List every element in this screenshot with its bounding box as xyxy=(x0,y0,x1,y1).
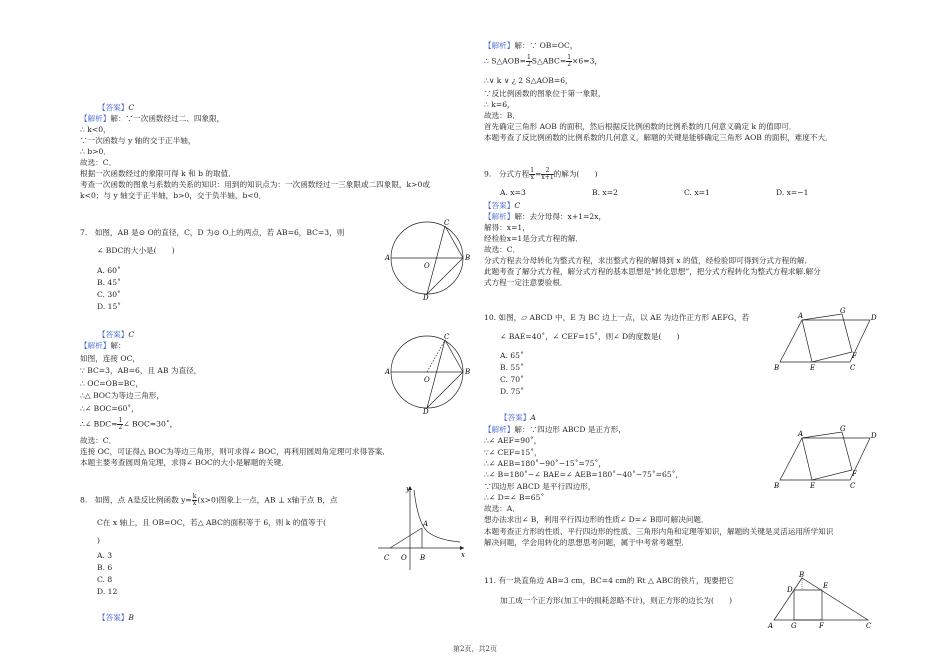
text-line: ∵ BC=3，AB=6，且 AB 为直径， xyxy=(80,366,202,375)
text-line: 此题考查了解分式方程，解分式方程的基本思想是“转化思想”，把分式方程转化为整式方程求解.解分 xyxy=(484,267,821,276)
square-defg xyxy=(794,590,822,620)
question-7: ∠ BDC的大小是( ) xyxy=(97,246,175,255)
solution-6-line: ∴ b>0． xyxy=(80,147,111,156)
svg-text:x: x xyxy=(461,551,465,559)
svg-text:F: F xyxy=(852,352,857,360)
text-line: 经检验x=1是分式方程的解． xyxy=(484,234,584,243)
text-line: 式方程一定注意要验根． xyxy=(484,278,568,287)
svg-text:B: B xyxy=(774,364,780,372)
text-line: 如图，连接 OC， xyxy=(80,353,141,363)
svg-text:C: C xyxy=(384,554,390,562)
solution-6-line: ∴ k<0， xyxy=(80,125,111,134)
answer-8: 【答案】B xyxy=(98,613,134,622)
solution-6-line: 故选：C． xyxy=(80,158,117,167)
svg-text:O: O xyxy=(401,554,407,562)
option-d: D. 75˚ xyxy=(500,387,525,396)
option-a: A. x=3 xyxy=(500,188,526,197)
option-c: C. 8 xyxy=(97,575,113,584)
question-8: C在 x 轴上，且 OB=OC，若△ ABC的面积等于 6，则 k 的值等于( xyxy=(97,518,327,527)
svg-text:A: A xyxy=(798,430,804,438)
svg-text:y: y xyxy=(406,485,410,493)
option-b: B. 55˚ xyxy=(500,363,524,372)
square-aefg xyxy=(802,314,852,362)
option-d: D. 12 xyxy=(97,587,118,596)
answer-9: 【答案】C xyxy=(484,201,521,210)
option-c: C. 30˚ xyxy=(97,290,121,299)
svg-text:C: C xyxy=(866,622,872,630)
text-line: ∴∠ B=180˚−∠ BAE=∠ AEB=180˚−40˚−75˚=65˚， xyxy=(484,470,684,480)
segment-oc xyxy=(427,340,445,372)
text-line: 故选：A． xyxy=(484,504,520,514)
hyperbola-curve xyxy=(414,490,460,542)
text-line: 本题考查了反比例函数的比例系数的几何意义，解题的关键是能够确定三角形 AOB 的面积，难度不大． xyxy=(484,133,833,142)
fraction-k-over-x: $\frac{k}{x}$ xyxy=(192,493,197,507)
question-9: 9. 分式方程 $\frac{1}{x}$ = $\frac{2}{x+1}$ 的解为( ) xyxy=(484,167,598,181)
hyperbola-graph-q8 xyxy=(372,484,468,572)
text-line: ∴∠ D=∠ B=65˚ xyxy=(484,492,545,502)
svg-text:B: B xyxy=(774,482,780,490)
question-10: 10. 如图，▱ ABCD 中，E 为 BC 边上一点，以 AE 为边作正方形 AEFG，若 xyxy=(484,313,750,322)
label-b: B xyxy=(465,254,471,262)
svg-text:E: E xyxy=(823,582,829,590)
text-line: 分式方程去分母转化为整式方程，求出整式方程的解得到 x 的值，经检验即可得到分式方程的解． xyxy=(484,256,813,265)
text-line: ∴ k=6， xyxy=(484,100,515,109)
label-o: O xyxy=(424,262,430,270)
svg-text:C: C xyxy=(444,333,450,341)
svg-text:E: E xyxy=(810,364,816,372)
triangle-abc xyxy=(774,578,868,620)
question-8: ) xyxy=(97,536,100,545)
option-d: D. 15˚ xyxy=(97,302,122,311)
svg-text:D: D xyxy=(871,432,877,440)
solution-6-line: 考查一次函数的图象与系数的关系的知识：用到的知识点为：一次函数经过一三象限或二四象限，k>0或 xyxy=(80,180,430,189)
text-line: ∴∠ AEF=90˚， xyxy=(484,436,542,446)
label-d: D xyxy=(423,294,429,300)
text-line: ∵反比例函数的图象位于第一象限， xyxy=(484,89,606,98)
triangle-figure-q11 xyxy=(766,568,878,630)
answer-10: 【答案】A xyxy=(500,413,536,422)
solution-6-line: 根据一次函数经过的象限可得 k 和 b 的取值． xyxy=(80,169,236,178)
option-a: A. 65˚ xyxy=(500,351,524,360)
question-11: 11. 有一块直角边 AB=3 cm，BC=4 cm的 Rt △ ABC的铁片，现要把它 xyxy=(484,576,734,585)
option-d: D. x=−1 xyxy=(776,188,809,197)
text-line: 想办法求出∠ B，利用平行四边形的性质∠ D=∠ B即可解决问题． xyxy=(484,515,709,525)
text-line: ∴∠ BOC=60˚， xyxy=(80,403,139,413)
solution-8-fraction-line: ∴ S△AOB= $\frac{1}{2}$ S△ABC= $\frac{1}{2}$ ×6=3， xyxy=(484,54,603,68)
svg-text:C: C xyxy=(850,482,856,490)
question-11: 加工成一个正方形(加工中的损耗忽略不计)，则正方形的边长为( ) xyxy=(500,596,733,605)
text-line: 【解析】解：去分母得：x+1=2x， xyxy=(484,212,607,221)
text-line: 解得：x=1， xyxy=(484,223,530,232)
text-line: ∵∠ CEF=15˚， xyxy=(484,447,542,457)
svg-text:A: A xyxy=(385,368,391,376)
svg-text:A: A xyxy=(423,520,429,528)
option-a: A. 60˚ xyxy=(97,266,121,275)
text-line: 本题考查正方形的性质、平行四边形的性质、三角形内角和定理等知识，解题的关键是灵活运用所学知识 xyxy=(484,526,834,536)
answer-7: 【答案】C xyxy=(98,330,135,339)
text-line: 故选：B． xyxy=(484,111,520,120)
text-line: 解决问题，学会用转化的思想思考问题，属于中考常考题型． xyxy=(484,538,690,547)
svg-text:A: A xyxy=(768,622,774,630)
solution-6-line: k<0；与 y 轴交于正半轴，b>0，交于负半轴，b<0． xyxy=(80,191,267,200)
option-b: B. 45˚ xyxy=(97,278,121,287)
svg-text:G: G xyxy=(791,622,797,630)
question-10: ∠ BAE=40˚，∠ CEF=15˚，则∠ D的度数是( ) xyxy=(500,332,680,341)
solution-6-line: 【解析】解：∵一次函数经过二、四象限， xyxy=(80,114,225,123)
text-line: ∴△ BOC为等边三角形， xyxy=(80,391,164,400)
svg-text:D: D xyxy=(423,408,429,414)
parallelogram-figure-q10-solution xyxy=(770,424,880,494)
text-line: 【解析】解：∵四边形 ABCD 是正方形， xyxy=(484,425,626,434)
circle-figure-q7 xyxy=(382,218,472,300)
option-a: A. 3 xyxy=(97,551,113,560)
option-c: C. x=1 xyxy=(684,188,710,197)
parallelogram-figure-q10 xyxy=(770,306,880,376)
page-footer: 第2页，共2页 xyxy=(453,645,497,653)
solution-6-line: ∵一次函数与 y 轴的交于正半轴， xyxy=(80,136,196,145)
svg-text:G: G xyxy=(840,425,846,433)
question-7: 7. 如图，AB 是⊙ O的直径，C，D 为⊙ O上的两点，若 AB=6，BC=3，则 xyxy=(80,228,345,237)
label-a: A xyxy=(385,254,391,262)
option-b: B. x=2 xyxy=(592,188,618,197)
svg-text:D: D xyxy=(871,314,877,322)
svg-text:E: E xyxy=(810,482,816,490)
option-b: B. 6 xyxy=(97,563,113,572)
solution-7-fraction-line: ∴∠ BDC= $\frac{1}{2}$ ∠ BOC=30˚， xyxy=(80,417,178,431)
circle-figure-q7-solution xyxy=(382,332,472,414)
text-line: 【解析】解： xyxy=(80,341,126,350)
option-c: C. 70˚ xyxy=(500,375,524,384)
text-line: 本题主要考查圆周角定理，求得∠ BOC的大小是解题的关键． xyxy=(80,458,289,467)
text-line: 故选：C． xyxy=(484,245,521,254)
label-c: C xyxy=(444,219,450,227)
fraction-half: $\frac{1}{2}$ xyxy=(118,417,123,431)
text-line: 首先确定三角形 AOB 的面积，然后根据反比例函数的比例系数的几何意义确定 k 的值即可． xyxy=(484,122,797,131)
answer-6: 【答案】C xyxy=(98,103,135,112)
solution-8: 【解析】解：∵ OB=OC， xyxy=(484,41,578,50)
svg-text:B: B xyxy=(465,368,471,376)
solution-8-line: ∴∨ k ∨ ¿ 2 S△AOB=6， xyxy=(484,76,573,85)
question-8: 8. 如图，点 A是反比例函数 y= $\frac{k}{x}$ (x>0)图象上一点，AB ⊥ x轴于点 B，点 xyxy=(80,493,338,507)
svg-text:D: D xyxy=(787,586,793,594)
svg-text:O: O xyxy=(424,376,430,384)
svg-text:F: F xyxy=(852,470,857,478)
text-line: 连接 OC，可证得△ BOC为等边三角形，则可求得∠ BOC，再利用圆周角定理可求得答案． xyxy=(80,447,390,456)
svg-text:B: B xyxy=(420,554,426,562)
svg-text:F: F xyxy=(819,622,824,630)
text-line: ∵四边形 ABCD 是平行四边形， xyxy=(484,481,596,491)
text-line: 故选：C． xyxy=(80,436,117,445)
svg-text:C: C xyxy=(850,364,856,372)
svg-text:B: B xyxy=(799,571,805,579)
svg-text:G: G xyxy=(840,307,846,315)
svg-text:A: A xyxy=(798,312,804,320)
text-line: ∴ OC=OB=BC， xyxy=(80,378,143,388)
text-line: ∴∠ AEB=180˚−90˚−15˚=75˚， xyxy=(484,458,606,468)
